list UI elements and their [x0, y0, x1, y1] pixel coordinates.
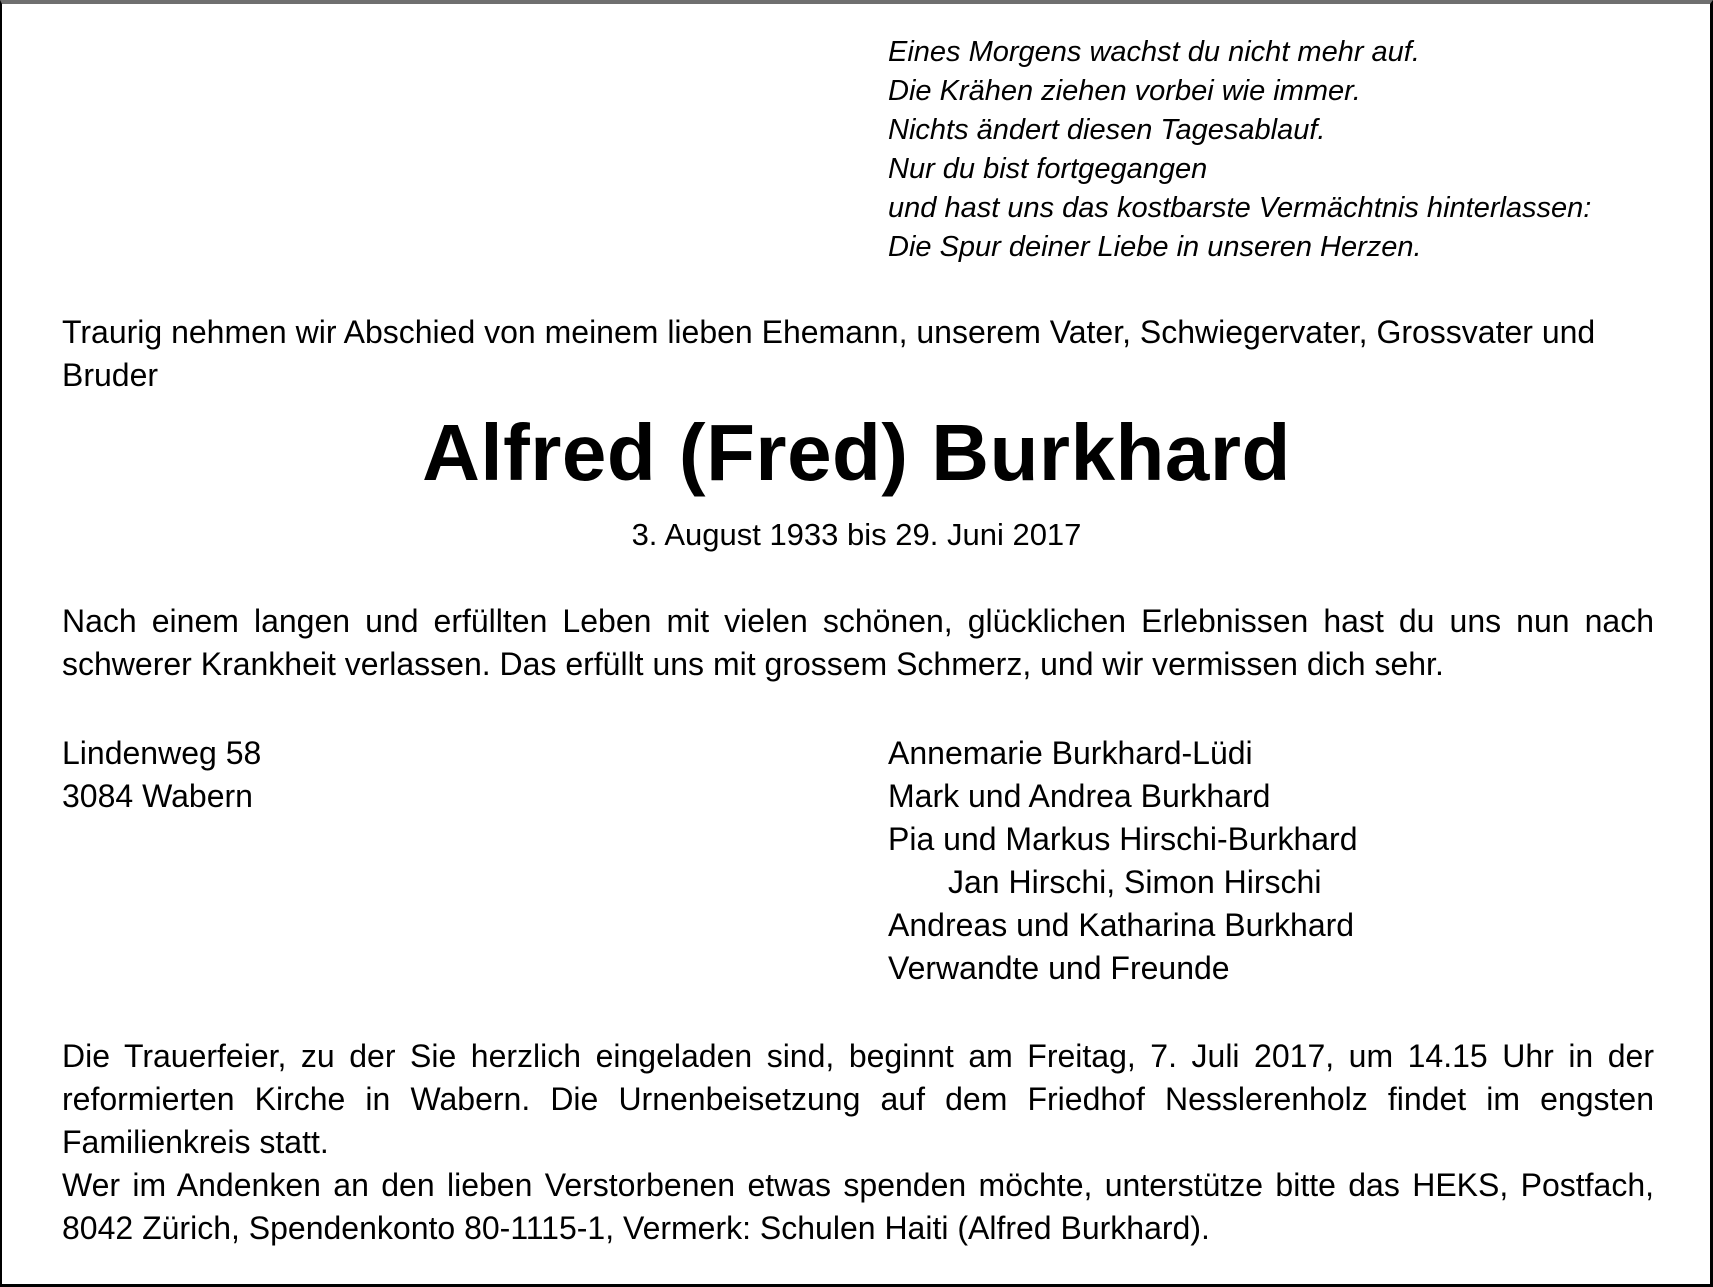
family-member: Verwandte und Freunde — [888, 950, 1230, 986]
intro-text: Traurig nehmen wir Abschied von meinem lieben Ehemann, unserem Vater, Schwiegervater, Grossvater und Bruder — [62, 314, 1596, 393]
family-member: Annemarie Burkhard-Lüdi — [888, 735, 1253, 771]
poem-line: Nichts ändert diesen Tagesablauf. — [888, 114, 1326, 146]
ceremony-paragraph: Die Trauerfeier, zu der Sie herzlich eingeladen sind, beginnt am Freitag, 7. Juli 2017, um 14.15 Uhr in der reformierten Kirche in Wabern. Die Urnenbeisetzung auf dem Friedhof Nesslerenholz findet im engsten Familienkreis statt. — [62, 1038, 1654, 1160]
poem-line: Die Spur deiner Liebe in unseren Herzen. — [888, 231, 1422, 263]
life-dates: 3. August 1933 bis 29. Juni 2017 — [631, 517, 1082, 552]
family-member: Mark und Andrea Burkhard — [888, 778, 1271, 814]
poem-line: Nur du bist fortgegangen — [888, 153, 1208, 185]
family-member: Andreas und Katharina Burkhard — [888, 907, 1355, 943]
poem-line: Die Krähen ziehen vorbei wie immer. — [888, 75, 1361, 107]
poem-line: und hast uns das kostbarste Vermächtnis hinterlassen: — [888, 192, 1592, 224]
family-member-grandchildren: Jan Hirschi, Simon Hirschi — [948, 864, 1322, 900]
family-list — [888, 732, 1358, 990]
address-street: Lindenweg 58 — [62, 735, 262, 771]
poem — [888, 33, 1591, 267]
address-city: 3084 Wabern — [62, 778, 253, 814]
donation-paragraph: Wer im Andenken an den lieben Verstorbenen etwas spenden möchte, unterstütze bitte das HEKS, Postfach, 8042 Zürich, Spendenkonto 80-1115-1, Vermerk: Schulen Haiti (Alfred Burkhard). — [62, 1167, 1654, 1246]
poem-line: Eines Morgens wachst du nicht mehr auf. — [888, 36, 1420, 68]
address-block — [62, 732, 261, 818]
family-member: Pia und Markus Hirschi-Burkhard — [888, 821, 1358, 857]
farewell-paragraph: Nach einem langen und erfüllten Leben mit vielen schönen, glücklichen Erlebnissen hast du uns nun nach schwerer Krankheit verlassen. Das erfüllt uns mit grossem Schmerz, und wir vermissen dich sehr. — [62, 603, 1654, 682]
deceased-name: Alfred (Fred) Burkhard — [422, 408, 1291, 497]
